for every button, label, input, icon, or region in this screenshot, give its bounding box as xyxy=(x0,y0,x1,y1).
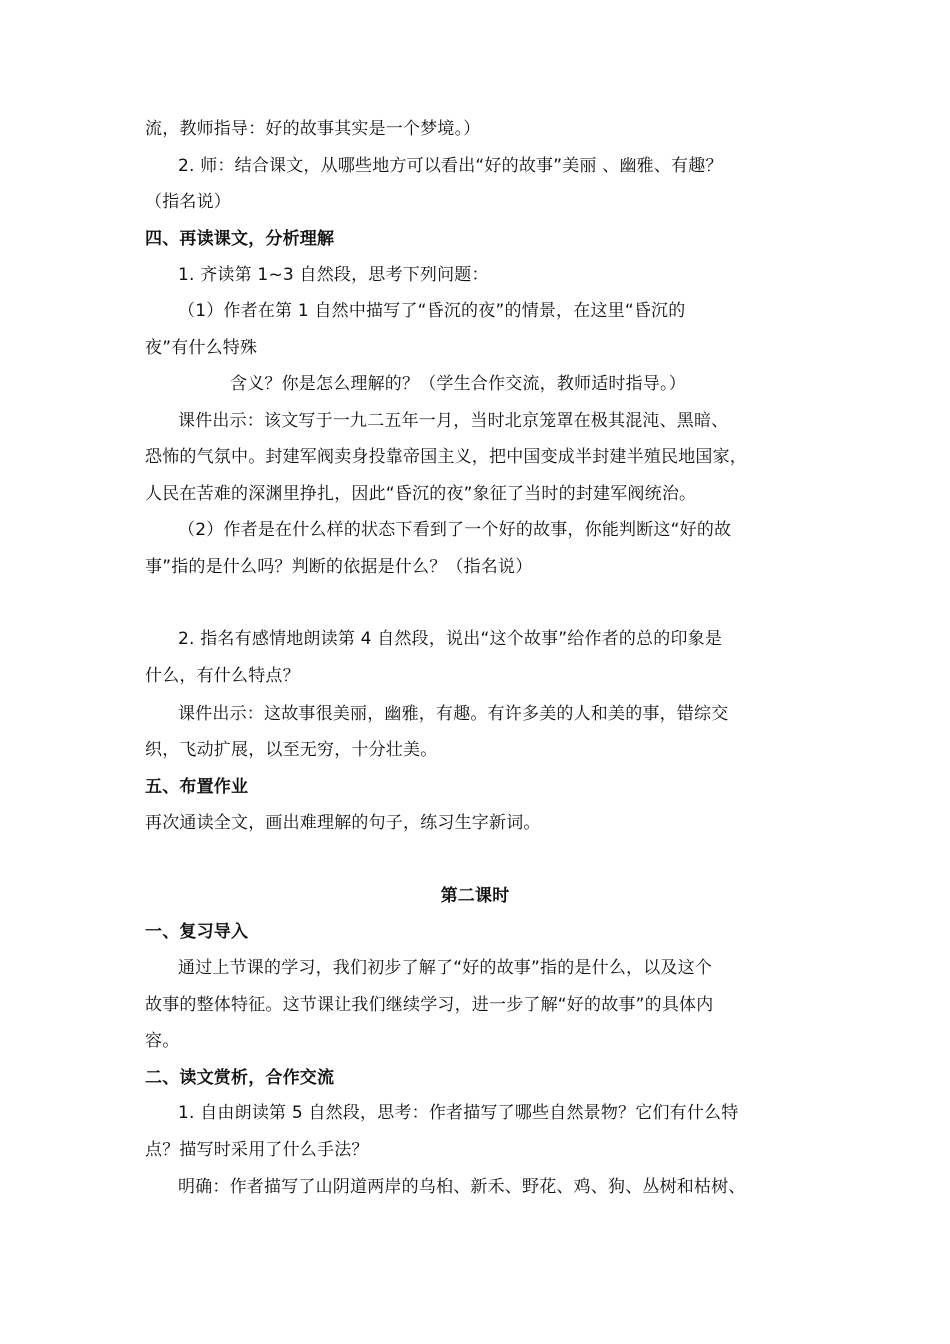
text-line: 点？描写时采用了什么手法？ xyxy=(145,1140,369,1160)
text-line: （指名说） xyxy=(145,192,231,212)
text-line: 2. 指名有感情地朗读第 4 自然段，说出“这个故事”给作者的总的印象是 xyxy=(178,629,723,649)
text-line: （2）作者是在什么样的状态下看到了一个好的故事，你能判断这“好的故 xyxy=(178,520,732,540)
text-line: 1. 齐读第 1~3 自然段，思考下列问题： xyxy=(178,265,489,285)
section-heading: 一、复习导入 xyxy=(145,922,249,942)
text-line: 事”指的是什么吗？判断的依据是什么？（指名说） xyxy=(145,557,533,577)
text-line: 流，教师指导：好的故事其实是一个梦境。） xyxy=(145,119,481,139)
text-line: 夜”有什么特殊 xyxy=(145,338,258,358)
text-line: 什么，有什么特点？ xyxy=(145,666,300,686)
text-line: 故事的整体特征。这节课让我们继续学习，进一步了解“好的故事”的具体内 xyxy=(145,995,714,1015)
section-heading: 二、读文赏析，合作交流 xyxy=(145,1068,335,1088)
text-line: 1. 自由朗读第 5 自然段，思考：作者描写了哪些自然景物？它们有什么特 xyxy=(178,1103,739,1123)
section-heading: 五、布置作业 xyxy=(145,777,249,797)
section-heading: 四、再读课文，分析理解 xyxy=(145,229,335,249)
text-line: 含义？你是怎么理解的？（学生合作交流，教师适时指导。） xyxy=(230,374,686,394)
text-line: （1）作者在第 1 自然中描写了“昏沉的夜”的情景，在这里“昏沉的 xyxy=(178,301,686,321)
text-line: 恐怖的气氛中。封建军阀卖身投靠帝国主义，把中国变成半封建半殖民地国家， xyxy=(145,447,747,467)
text-line: 再次通读全文，画出难理解的句子，练习生字新词。 xyxy=(145,813,541,833)
text-line: 容。 xyxy=(145,1031,180,1051)
text-line: 课件出示：该文写于一九二五年一月，当时北京笼罩在极其混沌、黑暗、 xyxy=(178,411,729,431)
text-line: 人民在苦难的深渊里挣扎，因此“昏沉的夜”象征了当时的封建军阀统治。 xyxy=(145,484,697,504)
text-line: 通过上节课的学习，我们初步了解了“好的故事”指的是什么，以及这个 xyxy=(178,958,713,978)
lesson-title: 第二课时 xyxy=(440,886,510,906)
text-line: 织，飞动扩展，以至无穷，十分壮美。 xyxy=(145,740,438,760)
text-line: 课件出示：这故事很美丽，幽雅，有趣。有许多美的人和美的事，错综交 xyxy=(178,704,729,724)
text-line: 2. 师：结合课文，从哪些地方可以看出“好的故事”美丽 、幽雅、有趣？ xyxy=(178,156,723,176)
text-line: 明确：作者描写了山阴道两岸的乌桕、新禾、野花、鸡、狗、丛树和枯树、 xyxy=(178,1177,746,1197)
